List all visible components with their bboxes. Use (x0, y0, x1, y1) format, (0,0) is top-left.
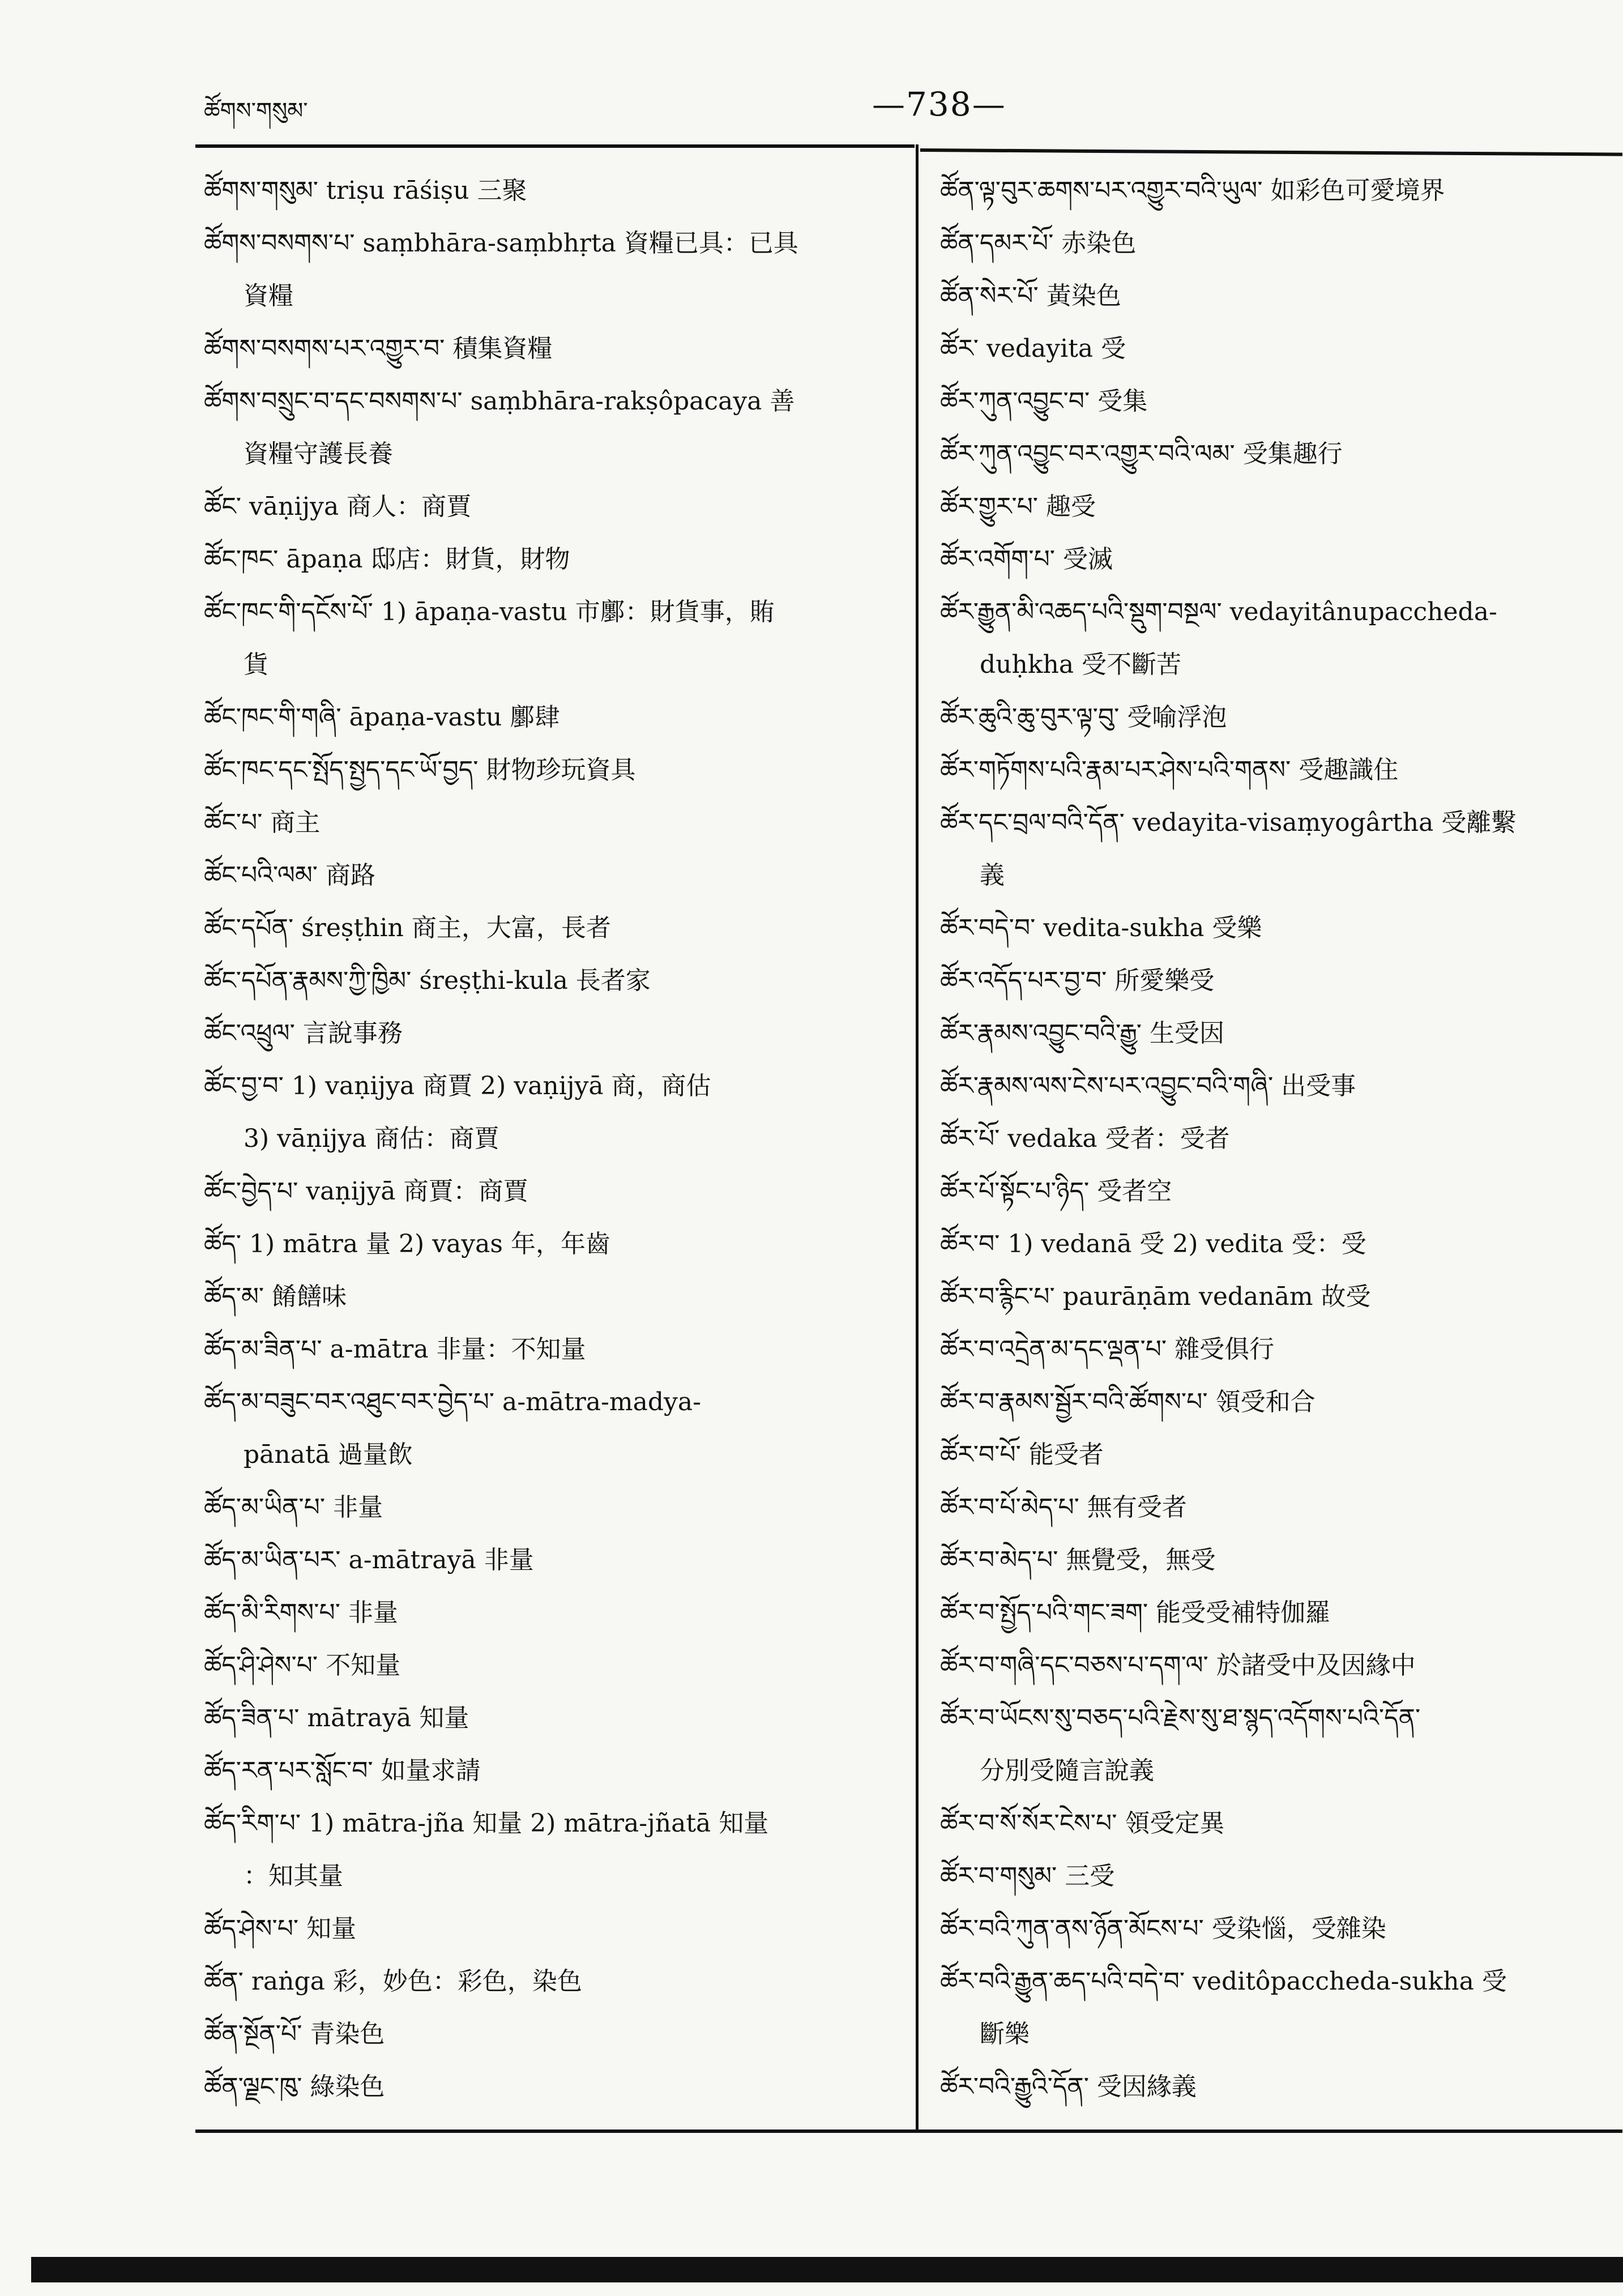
dictionary-entry: ཚོང་དཔོན་ śreṣṭhin 商主，大富，長者 (204, 914, 611, 942)
dictionary-entry: ཚོན་ raṅga 彩，妙色：彩色，染色 (204, 1967, 582, 1996)
page-number: —738— (872, 85, 1006, 123)
dictionary-entry: ཚོང་པའི་ལམ་ 商路 (204, 861, 375, 890)
dictionary-entry: ཚོར་འགོག་པ་ 受滅 (940, 545, 1113, 574)
running-head: ཚོགས་གསུམ་ (204, 98, 308, 124)
dictionary-entry: ཚོར་པོ་སྟོང་པ་ཉིད་ 受者空 (940, 1177, 1172, 1206)
dictionary-entry: ཚོར་རྒྱུན་མི་འཆད་པའི་སྡུག་བསྔལ་ vedayitânupaccheda- (940, 598, 1497, 626)
right-column (940, 164, 1608, 2113)
dictionary-entry: ཚོར་ཆུའི་ཆུ་བུར་ལྟ་བུ་ 受喻浮泡 (940, 703, 1227, 732)
dictionary-entry: ཚོན་དམར་པོ་ 赤染色 (940, 229, 1137, 258)
dictionary-entry: ཚོང་འཕྲུལ་ 言說事務 (204, 1019, 403, 1048)
dictionary-entry: ཚོད་རན་པར་སློང་བ་ 如量求請 (204, 1756, 481, 1785)
scan-edge-bar (31, 2257, 1623, 2282)
dictionary-entry: ཚོར་བདེ་བ་ vedita-sukha 受樂 (940, 914, 1262, 942)
entry-continuation: 斷樂 (980, 2020, 1030, 2049)
dictionary-entry: ཚོར་ཀུན་འབྱུང་བ་ 受集 (940, 387, 1148, 416)
dictionary-entry: ཚོགས་གསུམ་ triṣu rāśiṣu 三聚 (204, 176, 527, 205)
left-column (204, 164, 900, 2113)
dictionary-entry: ཚོར་བ་པོ་ 能受者 (940, 1440, 1104, 1469)
dictionary-entry: ཚོར་བ་གསུམ་ 三受 (940, 1862, 1115, 1890)
dictionary-entry: ཚོགས་བསགས་པ་ saṃbhāra-saṃbhṛta 資糧已具：已具 (204, 229, 798, 258)
dictionary-entry: ཚོར་བ་སོ་སོར་ངེས་པ་ 領受定異 (940, 1809, 1225, 1838)
dictionary-entry: ཚོད་མ་ཡིན་པར་ a-mātrayā 非量 (204, 1546, 534, 1574)
dictionary-entry: ཚོགས་བསགས་པར་འགྱུར་བ་ 積集資糧 (204, 334, 553, 363)
entry-continuation: 義 (980, 861, 1005, 890)
dictionary-entry: ཚོད་ཤི་ཤེས་པ་ 不知量 (204, 1651, 401, 1680)
entry-continuation: pānatā 過量飲 (244, 1440, 413, 1469)
dictionary-entry: ཚོར་བ་རྣམས་སྦྱོར་བའི་ཚོགས་པ་ 領受和合 (940, 1388, 1316, 1416)
dictionary-entry: ཚོར་བའི་རྒྱུན་ཆད་པའི་བདེ་བ་ veditôpaccheda-sukha 受 (940, 1967, 1507, 1996)
dictionary-entry: ཚོད་མ་ཟིན་པ་ a-mātra 非量：不知量 (204, 1335, 586, 1364)
dictionary-entry: ཚོར་གཏོགས་པའི་རྣམ་པར་ཤེས་པའི་གནས་ 受趣識住 (940, 756, 1399, 784)
dictionary-entry: ཚོད་རིག་པ་ 1) mātra-jña 知量 2) mātra-jñatā 知量 (204, 1809, 769, 1838)
dictionary-entry: ཚོང་ཁང་གི་དངོས་པོ་ 1) āpaṇa-vastu 市鄽：財貨事，賄 (204, 598, 775, 626)
dictionary-entry: ཚོང་ཁང་ āpaṇa 邸店：財貨，財物 (204, 545, 570, 574)
dictionary-entry: ཚོང་བྱ་བ་ 1) vaṇijya 商賈 2) vaṇijyā 商，商估 (204, 1072, 711, 1100)
dictionary-entry: ཚོད་མ་ཡིན་པ་ 非量 (204, 1493, 383, 1522)
dictionary-entry: ཚོར་བ་ 1) vedanā 受 2) vedita 受：受 (940, 1230, 1366, 1258)
dictionary-entry: ཚོར་འདོད་པར་བྱ་བ་ 所愛樂受 (940, 966, 1215, 995)
dictionary-entry: ཚོར་ཀུན་འབྱུང་བར་འགྱུར་བའི་ལམ་ 受集趣行 (940, 439, 1343, 468)
entry-continuation: 資糧 (244, 281, 293, 310)
dictionary-entry: ཚོང་ vāṇijya 商人：商賈 (204, 492, 472, 521)
dictionary-entry: ཚོར་བ་གཞི་དང་བཅས་པ་དག་ལ་ 於諸受中及因緣中 (940, 1651, 1416, 1680)
entry-continuation: 分別受隨言說義 (980, 1756, 1154, 1785)
dictionary-entry: ཚོར་རྣམས་འབྱུང་བའི་རྒྱུ་ 生受因 (940, 1019, 1225, 1048)
dictionary-entry: ཚོང་ཁང་གི་གཞི་ āpaṇa-vastu 鄽肆 (204, 703, 560, 732)
dictionary-entry: ཚོར་བ་པོ་མེད་པ་ 無有受者 (940, 1493, 1187, 1522)
dictionary-entry: ཚོང་དཔོན་རྣམས་ཀྱི་ཁྱིམ་ śreṣṭhi-kula 長者家 (204, 966, 651, 995)
dictionary-entry: ཚོར་པོ་ vedaka 受者：受者 (940, 1124, 1230, 1153)
dictionary-entry: ཚོར་གྱུར་པ་ 趣受 (940, 492, 1096, 521)
dictionary-entry: ཚོར་བ་མེད་པ་ 無覺受，無受 (940, 1546, 1216, 1574)
entry-continuation: 3) vāṇijya 商估：商賈 (244, 1124, 499, 1153)
dictionary-entry: ཚོན་སེར་པོ་ 黃染色 (940, 281, 1121, 310)
dictionary-entry: ཚོར་བའི་ཀུན་ནས་ཉོན་མོངས་པ་ 受染惱，受雜染 (940, 1914, 1386, 1943)
entry-continuation: 貨 (244, 650, 268, 679)
top-rule-left (195, 144, 915, 148)
dictionary-entry: ཚོར་ vedayita 受 (940, 334, 1126, 363)
dictionary-entry: ཚོད་མི་རིགས་པ་ 非量 (204, 1598, 398, 1627)
dictionary-entry: ཚོད་ཟིན་པ་ mātrayā 知量 (204, 1704, 469, 1732)
dictionary-entry: ཚོང་ཁང་དང་སྤོད་སྤྱད་དང་ཡོ་བྱད་ 財物珍玩資具 (204, 756, 636, 784)
dictionary-entry: ཚོད་མ་ 餚饍味 (204, 1282, 347, 1311)
dictionary-entry: ཚོན་སྔོན་པོ་ 青染色 (204, 2020, 385, 2049)
top-rule-right (920, 148, 1622, 156)
dictionary-entry: ཚོར་བ་སྤྱོད་པའི་གང་ཟག་ 能受受補特伽羅 (940, 1598, 1331, 1627)
dictionary-entry: ཚོགས་བསྲུང་བ་དང་བསགས་པ་ saṃbhāra-rakṣôpacaya 善 (204, 387, 795, 416)
dictionary-entry: ཚོན་ལྗང་ཁུ་ 綠染色 (204, 2072, 385, 2101)
dictionary-entry: ཚོང་བྱེད་པ་ vaṇijyā 商賈：商賈 (204, 1177, 528, 1206)
bottom-rule (195, 2129, 1622, 2133)
dictionary-entry: ཚོད་ཤེས་པ་ 知量 (204, 1914, 357, 1943)
dictionary-entry: ཚོར་རྣམས་ལས་ངེས་པར་འབྱུང་བའི་གཞི་ 出受事 (940, 1072, 1356, 1100)
dictionary-entry: ཚོན་ལྟ་བུར་ཆགས་པར་འགྱུར་བའི་ཡུལ་ 如彩色可愛境界 (940, 176, 1445, 205)
dictionary-entry: ཚོད་མ་བཟུང་བར་འཐུང་བར་བྱེད་པ་ a-mātra-madya- (204, 1388, 701, 1416)
column-divider (916, 144, 919, 2132)
dictionary-entry: ཚོང་པ་ 商主 (204, 808, 321, 837)
entry-continuation: duḥkha 受不斷苦 (980, 650, 1182, 679)
dictionary-entry: ཚོར་བ་རྙིང་པ་ paurāṇām vedanām 故受 (940, 1282, 1371, 1311)
dictionary-entry: ཚོད་ 1) mātra 量 2) vayas 年，年齒 (204, 1230, 610, 1258)
entry-continuation: ：知其量 (244, 1862, 343, 1890)
dictionary-entry: ཚོར་བ་ཡོངས་སུ་བཅད་པའི་རྗེས་སུ་ཐ་སྙད་འདོགས་པའི་དོན་ (940, 1704, 1421, 1732)
page-header (204, 74, 1623, 136)
dictionary-entry: ཚོར་བ་འདྲེན་མ་དང་ལྡན་པ་ 雜受俱行 (940, 1335, 1275, 1364)
dictionary-entry: ཚོར་དང་བྲལ་བའི་དོན་ vedayita-visaṃyogârtha 受離繫 (940, 808, 1517, 837)
entry-continuation: 資糧守護長養 (244, 439, 393, 468)
dictionary-entry: ཚོར་བའི་རྒྱུའི་དོན་ 受因緣義 (940, 2072, 1197, 2101)
